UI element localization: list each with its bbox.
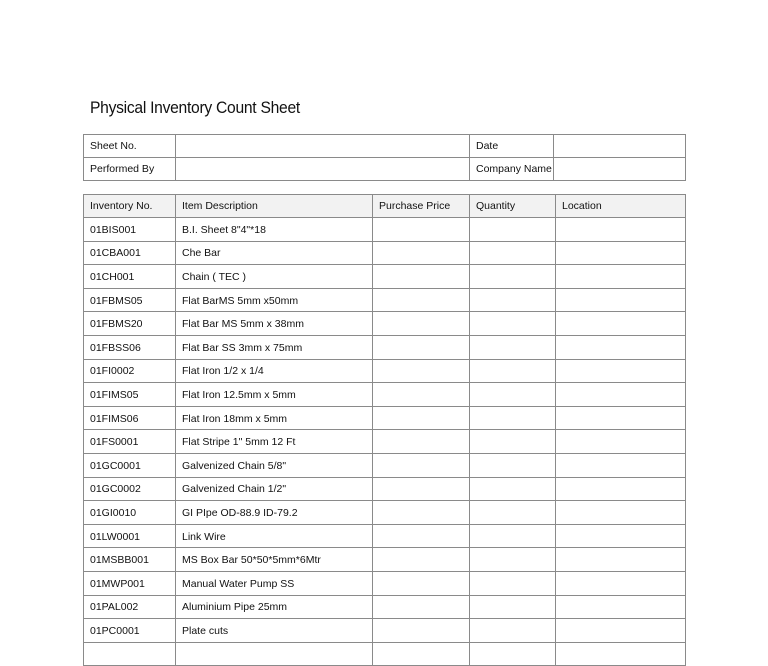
location-cell[interactable] [556, 501, 686, 525]
table-row [84, 312, 686, 336]
quantity-cell[interactable] [470, 241, 556, 265]
sheet-no-label: Sheet No. [84, 135, 176, 158]
item-description-cell: GI PIpe OD-88.9 ID-79.2 [176, 501, 373, 525]
column-header-quantity: Quantity [470, 195, 556, 218]
location-cell[interactable] [556, 453, 686, 477]
inventory-no-cell: 01CH001 [84, 265, 176, 289]
table-row [84, 335, 686, 359]
purchase-price-cell[interactable] [373, 453, 470, 477]
inventory-no-cell [84, 642, 176, 666]
quantity-cell[interactable] [470, 595, 556, 619]
column-header-inventory-no: Inventory No. [84, 195, 176, 218]
sheet-info-row [84, 158, 686, 181]
table-row [84, 453, 686, 477]
location-cell[interactable] [556, 406, 686, 430]
inventory-no-cell: 01BIS001 [84, 218, 176, 242]
inventory-no-cell: 01GC0002 [84, 477, 176, 501]
location-cell[interactable] [556, 477, 686, 501]
inventory-no-cell: 01LW0001 [84, 524, 176, 548]
quantity-cell[interactable] [470, 312, 556, 336]
inventory-no-cell: 01CBA001 [84, 241, 176, 265]
table-row [84, 501, 686, 525]
table-row [84, 265, 686, 289]
inventory-header-row [84, 195, 686, 218]
table-row [84, 477, 686, 501]
item-description-cell: Flat Bar MS 5mm x 38mm [176, 312, 373, 336]
quantity-cell[interactable] [470, 453, 556, 477]
item-description-cell: Link Wire [176, 524, 373, 548]
quantity-cell[interactable] [470, 218, 556, 242]
item-description-cell: Aluminium Pipe 25mm [176, 595, 373, 619]
quantity-cell[interactable] [470, 642, 556, 666]
item-description-cell: Plate cuts [176, 619, 373, 643]
item-description-cell: Che Bar [176, 241, 373, 265]
location-cell[interactable] [556, 383, 686, 407]
inventory-no-cell: 01FBSS06 [84, 335, 176, 359]
inventory-no-cell: 01GI0010 [84, 501, 176, 525]
table-row [84, 288, 686, 312]
quantity-cell[interactable] [470, 335, 556, 359]
quantity-cell[interactable] [470, 265, 556, 289]
item-description-cell: Galvenized Chain 1/2" [176, 477, 373, 501]
location-cell[interactable] [556, 571, 686, 595]
table-row [84, 548, 686, 572]
item-description-cell: MS Box Bar 50*50*5mm*6Mtr [176, 548, 373, 572]
inventory-table [83, 194, 686, 666]
purchase-price-cell[interactable] [373, 218, 470, 242]
location-cell[interactable] [556, 430, 686, 454]
purchase-price-cell[interactable] [373, 288, 470, 312]
location-cell[interactable] [556, 312, 686, 336]
inventory-no-cell: 01FBMS05 [84, 288, 176, 312]
inventory-no-cell: 01FIMS06 [84, 406, 176, 430]
location-cell[interactable] [556, 359, 686, 383]
column-header-purchase-price: Purchase Price [373, 195, 470, 218]
inventory-no-cell: 01FIMS05 [84, 383, 176, 407]
page-title: Physical Inventory Count Sheet [90, 98, 300, 117]
purchase-price-cell[interactable] [373, 477, 470, 501]
quantity-cell[interactable] [470, 524, 556, 548]
purchase-price-cell[interactable] [373, 524, 470, 548]
table-row [84, 524, 686, 548]
location-cell[interactable] [556, 335, 686, 359]
performed-by-field[interactable] [176, 158, 470, 181]
item-description-cell: Manual Water Pump SS [176, 571, 373, 595]
column-header-location: Location [556, 195, 686, 218]
purchase-price-cell[interactable] [373, 548, 470, 572]
purchase-price-cell[interactable] [373, 595, 470, 619]
inventory-no-cell: 01FI0002 [84, 359, 176, 383]
table-row [84, 383, 686, 407]
quantity-cell[interactable] [470, 571, 556, 595]
item-description-cell: Chain ( TEC ) [176, 265, 373, 289]
table-row [84, 218, 686, 242]
location-cell[interactable] [556, 524, 686, 548]
purchase-price-cell[interactable] [373, 430, 470, 454]
item-description-cell: Flat Iron 1/2 x 1/4 [176, 359, 373, 383]
item-description-cell [176, 642, 373, 666]
location-cell[interactable] [556, 265, 686, 289]
quantity-cell[interactable] [470, 406, 556, 430]
inventory-no-cell: 01MSBB001 [84, 548, 176, 572]
location-cell[interactable] [556, 548, 686, 572]
inventory-no-cell: 01FS0001 [84, 430, 176, 454]
item-description-cell: Flat Iron 12.5mm x 5mm [176, 383, 373, 407]
table-row [84, 619, 686, 643]
item-description-cell: Flat Iron 18mm x 5mm [176, 406, 373, 430]
table-row [84, 359, 686, 383]
quantity-cell[interactable] [470, 477, 556, 501]
table-row [84, 430, 686, 454]
quantity-cell[interactable] [470, 430, 556, 454]
purchase-price-cell[interactable] [373, 406, 470, 430]
inventory-no-cell: 01GC0001 [84, 453, 176, 477]
purchase-price-cell[interactable] [373, 501, 470, 525]
table-row [84, 571, 686, 595]
item-description-cell: Flat Stripe 1" 5mm 12 Ft [176, 430, 373, 454]
date-field[interactable] [554, 135, 686, 158]
purchase-price-cell[interactable] [373, 359, 470, 383]
location-cell[interactable] [556, 241, 686, 265]
location-cell[interactable] [556, 642, 686, 666]
table-row [84, 406, 686, 430]
quantity-cell[interactable] [470, 359, 556, 383]
purchase-price-cell[interactable] [373, 241, 470, 265]
quantity-cell[interactable] [470, 288, 556, 312]
quantity-cell[interactable] [470, 501, 556, 525]
item-description-cell: Galvenized Chain 5/8" [176, 453, 373, 477]
quantity-cell[interactable] [470, 548, 556, 572]
table-row [84, 241, 686, 265]
purchase-price-cell[interactable] [373, 642, 470, 666]
quantity-cell[interactable] [470, 619, 556, 643]
column-header-item-description: Item Description [176, 195, 373, 218]
location-cell[interactable] [556, 218, 686, 242]
sheet-no-field[interactable] [176, 135, 470, 158]
inventory-no-cell: 01PAL002 [84, 595, 176, 619]
item-description-cell: Flat BarMS 5mm x50mm [176, 288, 373, 312]
inventory-no-cell: 01PC0001 [84, 619, 176, 643]
table-row [84, 595, 686, 619]
company-name-label: Company Name [470, 158, 554, 181]
purchase-price-cell[interactable] [373, 383, 470, 407]
purchase-price-cell[interactable] [373, 571, 470, 595]
company-name-field[interactable] [554, 158, 686, 181]
quantity-cell[interactable] [470, 383, 556, 407]
location-cell[interactable] [556, 619, 686, 643]
location-cell[interactable] [556, 288, 686, 312]
performed-by-label: Performed By [84, 158, 176, 181]
sheet-info-table [83, 134, 686, 181]
purchase-price-cell[interactable] [373, 335, 470, 359]
sheet-info-row [84, 135, 686, 158]
table-row [84, 642, 686, 666]
inventory-no-cell: 01MWP001 [84, 571, 176, 595]
inventory-no-cell: 01FBMS20 [84, 312, 176, 336]
purchase-price-cell[interactable] [373, 619, 470, 643]
location-cell[interactable] [556, 595, 686, 619]
purchase-price-cell[interactable] [373, 312, 470, 336]
item-description-cell: B.I. Sheet 8"4"*18 [176, 218, 373, 242]
item-description-cell: Flat Bar SS 3mm x 75mm [176, 335, 373, 359]
purchase-price-cell[interactable] [373, 265, 470, 289]
date-label: Date [470, 135, 554, 158]
